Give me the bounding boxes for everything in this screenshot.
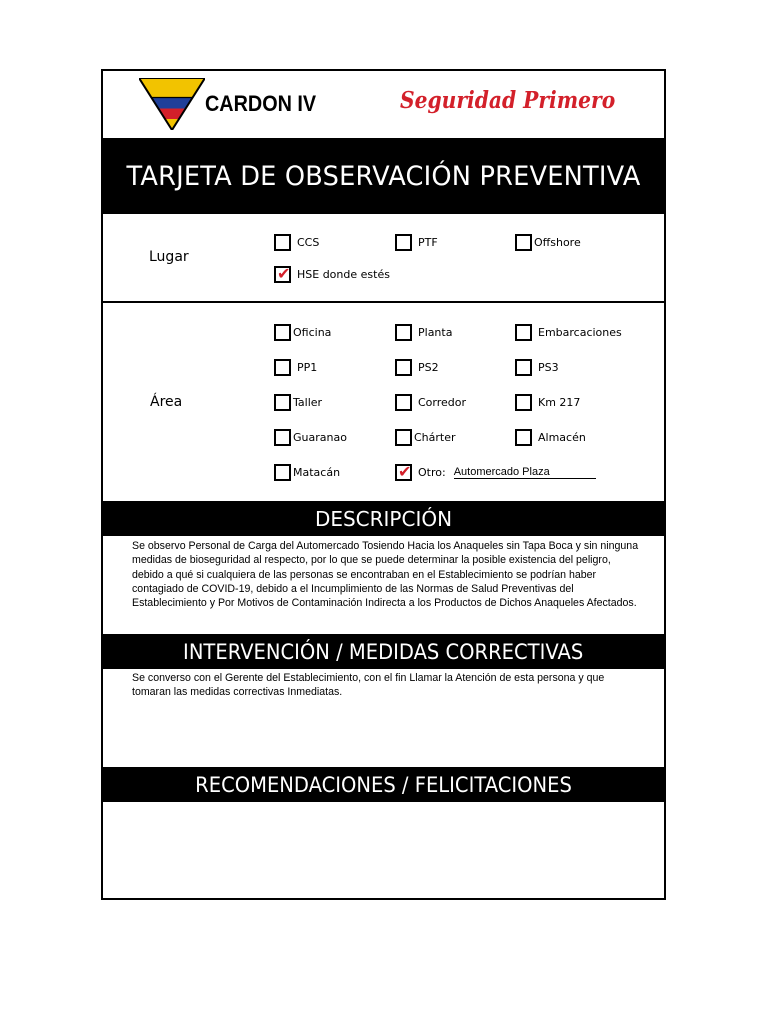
- option-matacan[interactable]: [274, 463, 340, 481]
- checkbox-ps3[interactable]: [515, 359, 532, 376]
- descripcion-text[interactable]: Se observo Personal de Carga del Automercado Tosiendo Hacia los Anaqueles sin Tapa Boca y sin ninguna medidas de bioseguridad al respecto, por lo que se puede determinar la posible existencia del peligro, debido a qué si cualquiera de las personas se encontraban en el Establecimiento se podrían haber contagiado de COVID-19, debido a el Incumplimiento de las Normas de Salud Preventivas del Establecimiento y Por Motivos de Contaminación Indirecta a los Productos de Dichos Anaqueles Afectados.: [132, 540, 639, 610]
- recomendaciones-text[interactable]: [132, 807, 642, 891]
- option-label: Planta: [418, 325, 453, 339]
- slogan: Seguridad Primero: [400, 87, 616, 114]
- intervencion-header: [103, 634, 664, 669]
- option-ccs[interactable]: [274, 233, 319, 251]
- otro-input[interactable]: Automercado Plaza: [454, 466, 596, 479]
- option-label: Chárter: [414, 430, 456, 444]
- checkbox-ptf[interactable]: [395, 234, 412, 251]
- option-pp1[interactable]: [274, 358, 317, 376]
- option-guaranao[interactable]: [274, 428, 347, 446]
- checkbox-guaranao[interactable]: [274, 429, 291, 446]
- check-mark-icon: ✔: [398, 461, 412, 481]
- option-label: PS2: [418, 360, 439, 374]
- checkbox-offshore[interactable]: [515, 234, 532, 251]
- checkbox-corredor[interactable]: [395, 394, 412, 411]
- option-label: HSE donde estés: [297, 267, 390, 281]
- option-ps3[interactable]: [515, 358, 559, 376]
- option-ps2[interactable]: [395, 358, 439, 376]
- checkbox-oficina[interactable]: [274, 324, 291, 341]
- card-title: [103, 138, 664, 214]
- brand-name: CARDON IV: [205, 91, 317, 116]
- area-label: Área: [150, 394, 183, 410]
- checkbox-hse[interactable]: [274, 263, 291, 283]
- cardon-logo: [139, 78, 205, 130]
- recomendaciones-title: RECOMENDACIONES / FELICITACIONES: [195, 772, 572, 797]
- checkbox-pp1[interactable]: [274, 359, 291, 376]
- option-label: PP1: [297, 360, 318, 374]
- checkbox-charter[interactable]: [395, 429, 412, 446]
- lugar-label: Lugar: [149, 249, 189, 265]
- option-charter[interactable]: [395, 428, 456, 446]
- option-label: PTF: [418, 235, 438, 249]
- option-label: CCS: [297, 235, 320, 249]
- recomendaciones-header: [103, 767, 664, 802]
- option-label: Offshore: [534, 235, 581, 249]
- option-label: PS3: [538, 360, 559, 374]
- option-label: Almacén: [538, 430, 586, 444]
- option-almacen[interactable]: [515, 428, 586, 446]
- checkbox-planta[interactable]: [395, 324, 412, 341]
- option-taller[interactable]: [274, 393, 322, 411]
- option-planta[interactable]: [395, 323, 452, 341]
- option-label: Oficina: [293, 325, 332, 339]
- checkbox-otro[interactable]: [395, 461, 412, 481]
- intervencion-text[interactable]: Se converso con el Gerente del Establecimiento, con el fin Llamar la Atención de esta persona y que tomaran las medidas correctivas Inmediatas.: [132, 672, 605, 699]
- intervencion-title: INTERVENCIÓN / MEDIDAS CORRECTIVAS: [183, 639, 584, 664]
- option-km217[interactable]: [515, 393, 580, 411]
- card-header: [103, 71, 664, 138]
- option-label: Corredor: [418, 395, 467, 409]
- option-oficina[interactable]: [274, 323, 331, 341]
- observation-card: [101, 69, 666, 900]
- option-label: Taller: [293, 395, 323, 409]
- option-corredor[interactable]: [395, 393, 466, 411]
- checkbox-ccs[interactable]: [274, 234, 291, 251]
- option-label: Embarcaciones: [538, 325, 622, 339]
- option-label: Km 217: [538, 395, 581, 409]
- option-offshore[interactable]: [515, 233, 581, 251]
- divider: [103, 301, 664, 303]
- option-label: Matacán: [293, 465, 341, 479]
- option-embarcaciones[interactable]: [515, 323, 622, 341]
- checkbox-almacen[interactable]: [515, 429, 532, 446]
- checkbox-km217[interactable]: [515, 394, 532, 411]
- check-mark-icon: ✔: [277, 263, 291, 283]
- descripcion-header: [103, 501, 664, 536]
- checkbox-taller[interactable]: [274, 394, 291, 411]
- card-title-text: TARJETA DE OBSERVACIÓN PREVENTIVA: [126, 160, 641, 192]
- option-label: Guaranao: [293, 430, 347, 444]
- option-ptf[interactable]: [395, 233, 438, 251]
- checkbox-ps2[interactable]: [395, 359, 412, 376]
- checkbox-embarcaciones[interactable]: [515, 324, 532, 341]
- option-otro[interactable]: [395, 463, 596, 481]
- option-hse[interactable]: [274, 265, 390, 283]
- option-label: Otro:: [418, 465, 446, 479]
- checkbox-matacan[interactable]: [274, 464, 291, 481]
- descripcion-title: DESCRIPCIÓN: [314, 506, 453, 531]
